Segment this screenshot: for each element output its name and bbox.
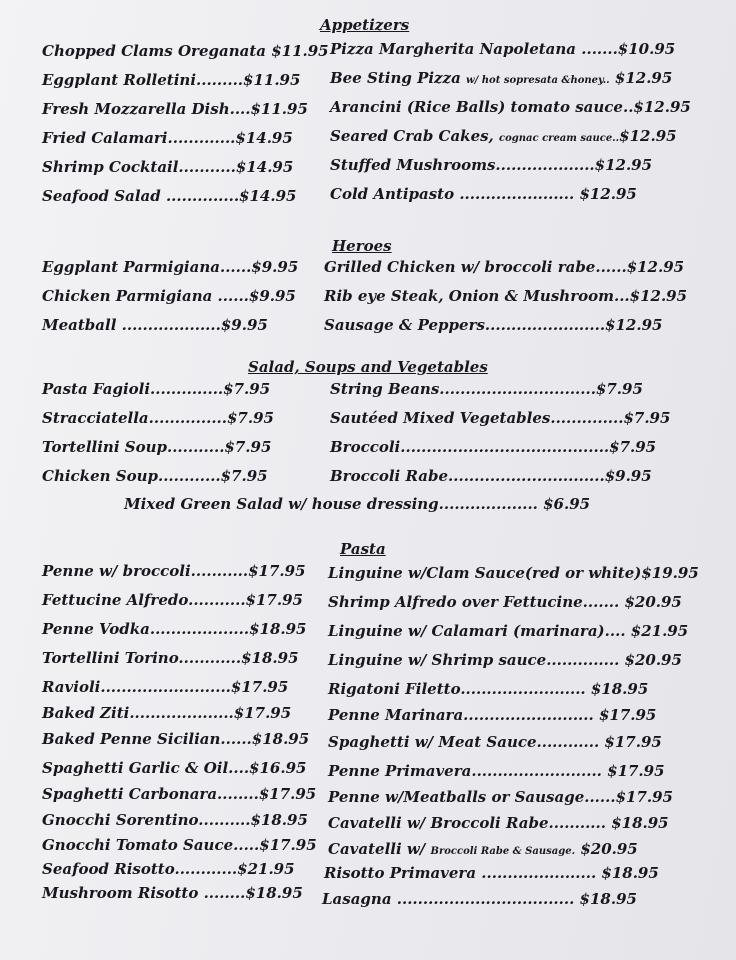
menu-item-price: $20.95 <box>575 840 638 858</box>
menu-item: Gnocchi Sorentino..........$18.95 <box>42 811 308 829</box>
menu-item-note: Broccoli Rabe & Sausage. <box>430 846 576 857</box>
menu-item-note: w/ hot sopresata &honey.. <box>466 75 610 86</box>
section-heading-pasta: Pasta <box>340 540 386 558</box>
menu-item: Fettucine Alfredo...........$17.95 <box>42 591 303 609</box>
menu-item: Meatball ...................$9.95 <box>42 316 268 334</box>
menu-item: Rigatoni Filetto........................ $18.95 <box>328 680 649 698</box>
menu-item: Spaghetti Carbonara........$17.95 <box>42 785 317 803</box>
menu-item: Stracciatella...............$7.95 <box>42 409 274 427</box>
menu-item: Chicken Parmigiana ......$9.95 <box>42 287 296 305</box>
menu-item-price: $12.95 <box>609 69 673 87</box>
menu-item: Baked Penne Sicilian......$18.95 <box>42 730 310 748</box>
menu-item: Lasagna .................................. $18.95 <box>322 890 637 908</box>
menu-item: Tortellini Soup...........$7.95 <box>42 438 272 456</box>
menu-item: Stuffed Mushrooms...................$12.95 <box>330 156 653 174</box>
menu-item: Gnocchi Tomato Sauce.....$17.95 <box>42 836 317 854</box>
menu-item-name: Seared Crab Cakes, <box>330 127 500 145</box>
menu-item: Broccoli Rabe..............................$9.95 <box>330 467 652 485</box>
menu-item: Fried Calamari.............$14.95 <box>42 129 293 147</box>
menu-item: Rib eye Steak, Onion & Mushroom...$12.95 <box>324 287 688 305</box>
menu-item: String Beans..............................$7.95 <box>330 380 643 398</box>
menu-item: Fresh Mozzarella Dish....$11.95 <box>42 100 308 118</box>
menu-item: Spaghetti Garlic & Oil....$16.95 <box>42 759 307 777</box>
menu-item: Eggplant Rolletini.........$11.95 <box>42 71 301 89</box>
menu-item: Linguine w/ Calamari (marinara).... $21.95 <box>328 622 689 640</box>
menu-item: Mushroom Risotto ........$18.95 <box>42 884 303 902</box>
menu-item-name: Cavatelli w/ <box>328 840 431 858</box>
menu-item <box>330 127 677 148</box>
menu-item-note: cognac cream sauce.. <box>499 133 620 144</box>
menu-item: Penne Vodka...................$18.95 <box>42 620 307 638</box>
menu-item: Chicken Soup............$7.95 <box>42 467 268 485</box>
menu-item: Linguine w/Clam Sauce(red or white)$19.95 <box>328 564 699 582</box>
menu-item: Pasta Fagioli..............$7.95 <box>42 380 271 398</box>
menu-item: Shrimp Cocktail...........$14.95 <box>42 158 294 176</box>
menu-item <box>330 69 672 90</box>
menu-item: Linguine w/ Shrimp sauce.............. $20.95 <box>328 651 682 669</box>
menu-item: Penne Primavera......................... $17.95 <box>328 762 665 780</box>
menu-item: Arancini (Rice Balls) tomato sauce..$12.95 <box>330 98 691 116</box>
menu-item: Penne w/ broccoli...........$17.95 <box>42 562 306 580</box>
menu-item: Shrimp Alfredo over Fettucine....... $20.95 <box>328 593 682 611</box>
menu-item-price: $12.95 <box>619 127 677 145</box>
section-heading-heroes: Heroes <box>332 237 392 255</box>
menu-item: Baked Ziti....................$17.95 <box>42 704 292 722</box>
menu-item: Grilled Chicken w/ broccoli rabe......$12.95 <box>324 258 685 276</box>
menu-item: Chopped Clams Oreganata $11.95 <box>42 42 329 60</box>
menu-item: Seafood Risotto............$21.95 <box>42 860 295 878</box>
section-heading-salads: Salad, Soups and Vegetables <box>248 358 488 376</box>
menu-item: Cold Antipasto ...................... $12.95 <box>330 185 637 203</box>
menu-item: Cavatelli w/ Broccoli Rabe........... $18.95 <box>328 814 669 832</box>
menu-item: Sausage & Peppers.......................$12.95 <box>324 316 663 334</box>
menu-item: Risotto Primavera ...................... $18.95 <box>324 864 659 882</box>
menu-item: Sautéed Mixed Vegetables..............$7.95 <box>330 409 671 427</box>
menu-item: Spaghetti w/ Meat Sauce............ $17.95 <box>328 733 662 751</box>
menu-item: Ravioli.........................$17.95 <box>42 678 289 696</box>
menu-item: Tortellini Torino............$18.95 <box>42 649 299 667</box>
menu-item-name: Bee Sting Pizza <box>330 69 467 87</box>
menu-item: Broccoli........................................$7.95 <box>330 438 657 456</box>
menu-item: Penne w/Meatballs or Sausage......$17.95 <box>328 788 673 806</box>
menu-item <box>328 840 638 861</box>
menu-item: Mixed Green Salad w/ house dressing................... $6.95 <box>124 495 591 513</box>
menu-item: Pizza Margherita Napoletana .......$10.95 <box>330 40 676 58</box>
menu-item: Seafood Salad ..............$14.95 <box>42 187 297 205</box>
section-heading-appetizers: Appetizers <box>320 16 410 34</box>
menu-item: Penne Marinara......................... $17.95 <box>328 706 657 724</box>
menu-item: Eggplant Parmigiana......$9.95 <box>42 258 299 276</box>
